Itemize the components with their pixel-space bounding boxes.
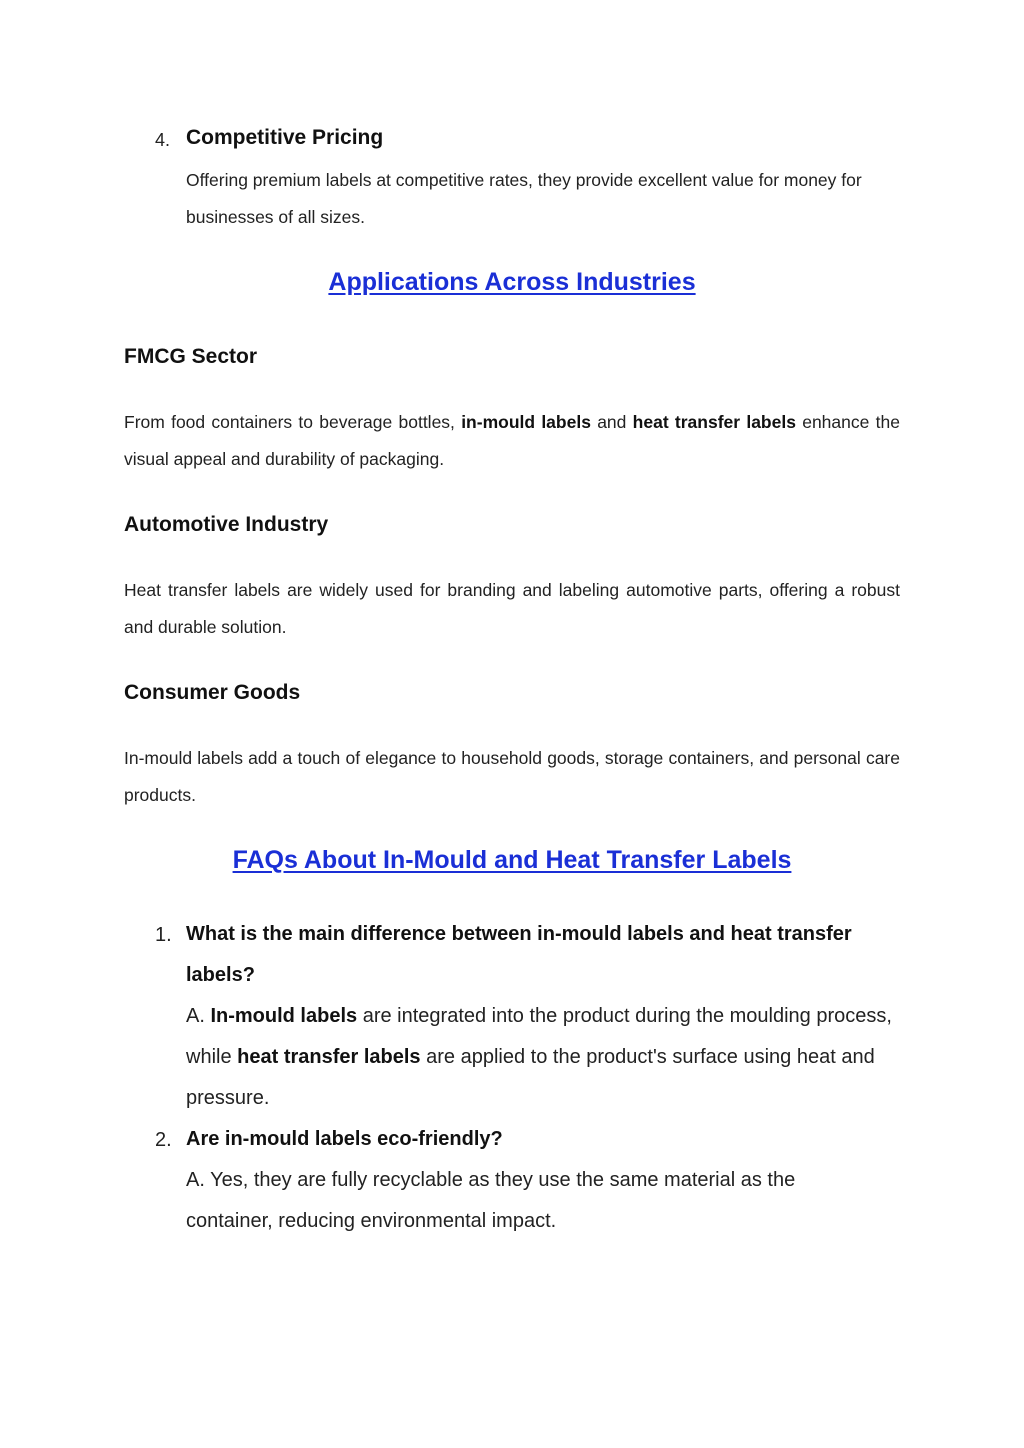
list-number: 4. — [155, 130, 171, 150]
fmcg-paragraph — [124, 404, 900, 478]
fmcg-text-1: From food containers to beverage bottles, — [124, 412, 455, 432]
fmcg-text-3: enhance the visual appeal and durability of packaging. — [124, 412, 900, 469]
consumer-goods-paragraph: In-mould labels add a touch of elegance to household goods, storage containers, and personal care products. — [124, 748, 900, 805]
faq-question-2: Are in-mould labels eco-friendly? — [186, 1128, 503, 1150]
item-title-competitive-pricing: Competitive Pricing — [186, 126, 384, 149]
consumer-goods-heading: Consumer Goods — [124, 681, 301, 704]
faq-number-1: 1. — [155, 924, 172, 946]
applications-heading-link[interactable]: Applications Across Industries — [328, 268, 696, 296]
faq-answer-1 — [186, 996, 896, 1119]
faq-answer-1-bold-in-mould: In-mould labels — [210, 1005, 358, 1027]
automotive-heading: Automotive Industry — [124, 513, 329, 536]
faq-number-2: 2. — [155, 1129, 172, 1151]
automotive-paragraph: Heat transfer labels are widely used for branding and labeling automotive parts, offering a robust and durable solution. — [124, 580, 900, 637]
item-description: Offering premium labels at competitive rates, they provide excellent value for money for businesses of all sizes. — [186, 170, 862, 227]
faq-answer-1-prefix: A. — [186, 1005, 211, 1027]
faq-answer-1-text-1: are integrated into the product during the moulding process, while — [186, 1005, 892, 1068]
faq-answer-1-bold-heat-transfer: heat transfer labels — [237, 1046, 421, 1068]
fmcg-bold-heat-transfer: heat transfer labels — [632, 412, 796, 432]
faq-question-1: What is the main difference between in-mould labels and heat transfer labels? — [186, 923, 852, 986]
fmcg-heading: FMCG Sector — [124, 345, 258, 368]
faqs-heading-link[interactable]: FAQs About In-Mould and Heat Transfer Labels — [232, 846, 792, 874]
faq-answer-2: A. Yes, they are fully recyclable as they use the same material as the container, reducing environmental impact. — [186, 1169, 796, 1232]
fmcg-text-2: and — [597, 412, 627, 432]
faq-answer-1-text-2: are applied to the product's surface using heat and pressure. — [186, 1046, 875, 1109]
fmcg-bold-in-mould: in-mould labels — [461, 412, 591, 432]
